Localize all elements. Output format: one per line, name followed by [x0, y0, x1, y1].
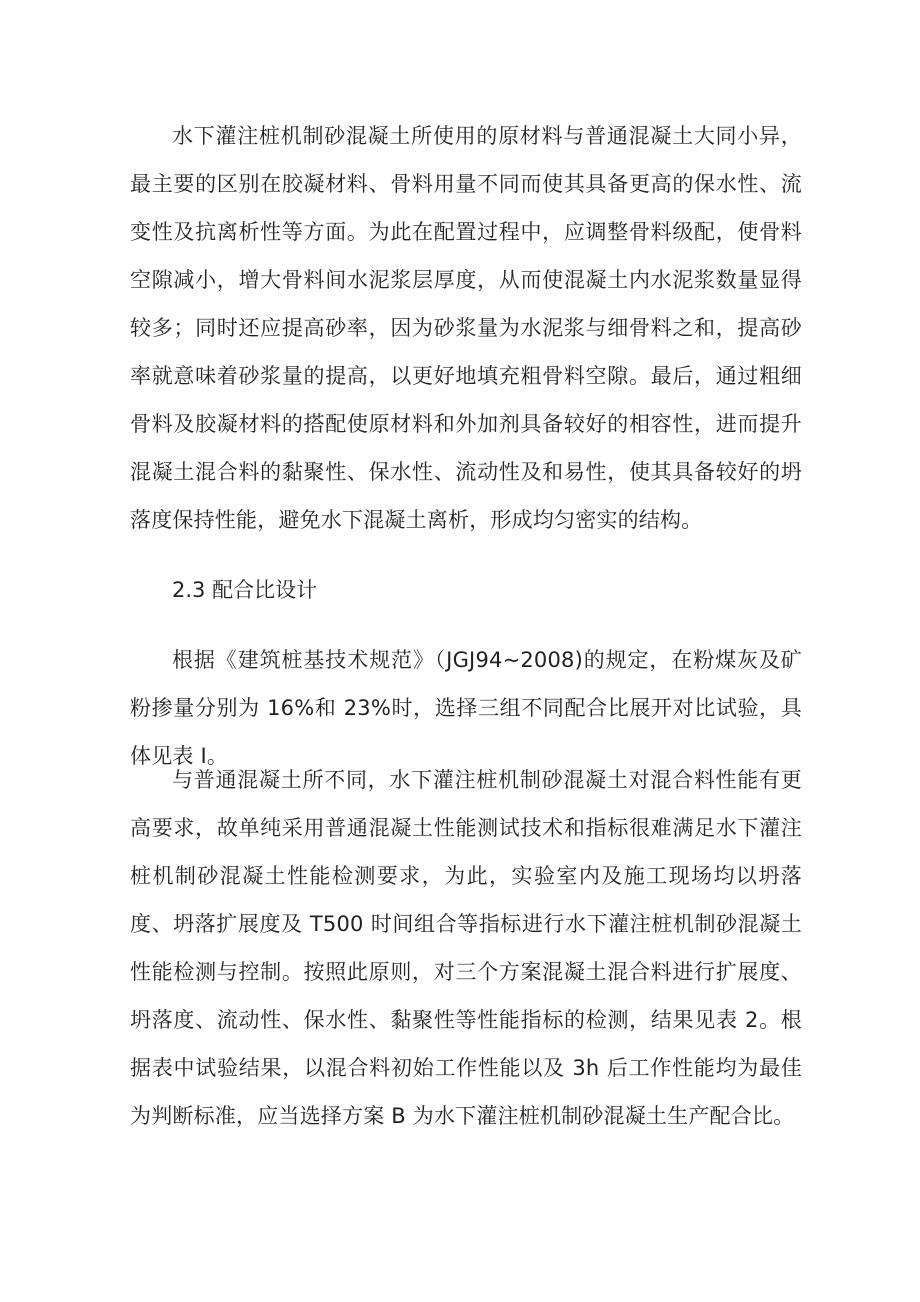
section-heading-mix-design: 2.3 配合比设计	[172, 578, 318, 602]
paragraph-raw-materials: 水下灌注桩机制砂混凝土所使用的原材料与普通混凝土大同小异，最主要的区别在胶凝材料、骨料用量不同而使其具备更高的保水性、流变性及抗离析性等方面。为此在配置过程中，应调整骨料级配，使骨料空隙减小，增大骨料间水泥浆层厚度，从而使混凝土内水泥浆数量显得较多；同时还应提高砂率，因为砂浆量为水泥浆与细骨料之和，提高砂率就意味着砂浆量的提高，以更好地填充粗骨料空隙。最后，通过粗细骨料及胶凝材料的搭配使原材料和外加剂具备较好的相容性，进而提升混凝土混合料的黏聚性、保水性、流动性及和易性，使其具备较好的坍落度保持性能，避免水下混凝土离析，形成均匀密实的结构。	[130, 124, 802, 532]
paragraph-mix-ratio-tests: 根据《建筑桩基技术规范》（JGJ94~2008)的规定，在粉煤灰及矿粉掺量分别为 16%和 23%时，选择三组不同配合比展开对比试验，具体见表 I。	[130, 648, 802, 768]
paragraph-performance-testing: 与普通混凝土所不同，水下灌注桩机制砂混凝土对混合料性能有更高要求，故单纯采用普通混凝土性能测试技术和指标很难满足水下灌注桩机制砂混凝土性能检测要求，为此，实验室内及施工现场均以坍落度、坍落扩展度及 T500 时间组合等指标进行水下灌注桩机制砂混凝土性能检测与控制。按照此原则，对三个方案混凝土混合料进行扩展度、坍落度、流动性、保水性、黏聚性等性能指标的检测，结果见表 2。根据表中试验结果，以混合料初始工作性能以及 3h 后工作性能均为最佳为判断标准，应当选择方案 B 为水下灌注桩机制砂混凝土生产配合比。	[130, 768, 802, 1128]
